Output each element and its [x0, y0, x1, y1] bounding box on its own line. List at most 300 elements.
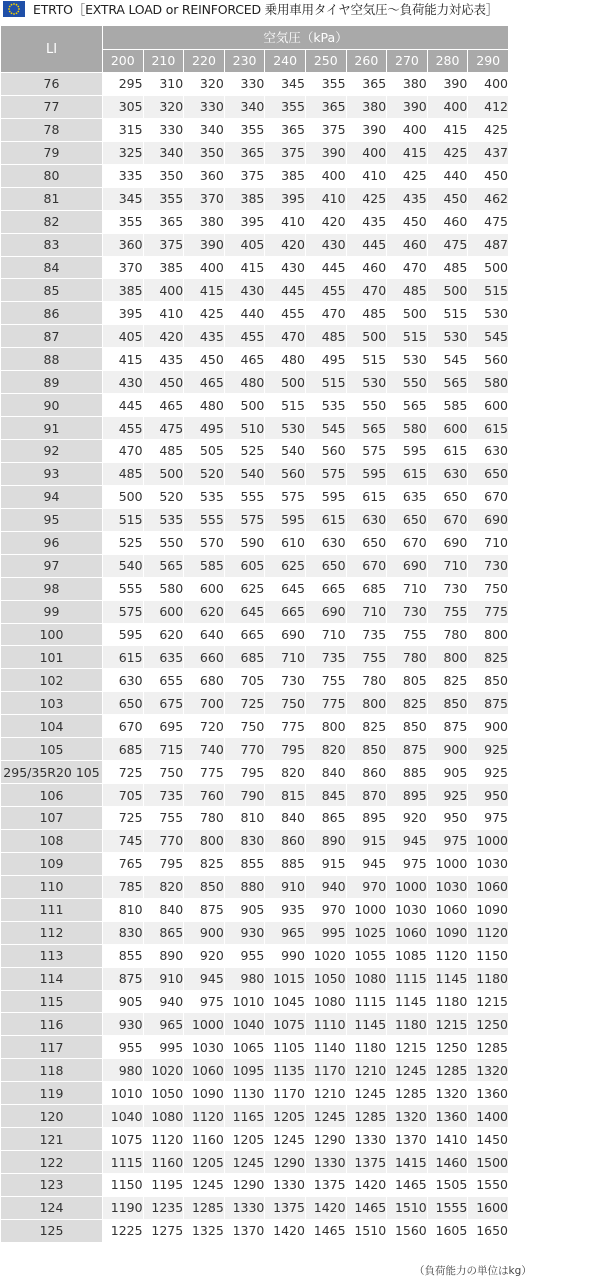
- load-capacity-cell: 450: [184, 348, 225, 371]
- load-capacity-cell: 500: [427, 279, 468, 302]
- load-capacity-cell: 420: [143, 325, 184, 348]
- load-capacity-cell: 545: [468, 325, 509, 348]
- load-capacity-cell: 790: [224, 784, 265, 807]
- load-capacity-cell: 1460: [427, 1151, 468, 1174]
- load-capacity-cell: 1020: [143, 1059, 184, 1082]
- load-capacity-cell: 375: [143, 233, 184, 256]
- load-capacity-cell: 1320: [387, 1105, 428, 1128]
- load-index-cell: 95: [1, 508, 103, 531]
- load-capacity-cell: 545: [305, 417, 346, 440]
- load-capacity-cell: 810: [224, 807, 265, 830]
- load-capacity-cell: 1075: [103, 1128, 144, 1151]
- load-capacity-cell: 485: [305, 325, 346, 348]
- load-index-cell: 109: [1, 852, 103, 875]
- load-capacity-cell: 1120: [427, 944, 468, 967]
- load-capacity-cell: 630: [305, 531, 346, 554]
- load-capacity-cell: 855: [224, 852, 265, 875]
- load-capacity-cell: 500: [468, 256, 509, 279]
- load-capacity-cell: 390: [387, 95, 428, 118]
- load-capacity-cell: 530: [427, 325, 468, 348]
- load-index-cell: 79: [1, 141, 103, 164]
- load-capacity-cell: 1180: [468, 967, 509, 990]
- load-index-cell: 90: [1, 394, 103, 417]
- load-capacity-cell: 460: [387, 233, 428, 256]
- load-capacity-cell: 975: [184, 990, 225, 1013]
- load-capacity-cell: 795: [143, 852, 184, 875]
- load-capacity-cell: 420: [265, 233, 306, 256]
- load-capacity-cell: 615: [387, 462, 428, 485]
- load-capacity-cell: 875: [387, 738, 428, 761]
- load-capacity-cell: 425: [427, 141, 468, 164]
- table-row: [1, 784, 509, 807]
- load-capacity-cell: 900: [468, 715, 509, 738]
- load-capacity-cell: 760: [184, 784, 225, 807]
- load-capacity-cell: 945: [184, 967, 225, 990]
- load-capacity-cell: 740: [184, 738, 225, 761]
- load-capacity-cell: 435: [143, 348, 184, 371]
- load-capacity-cell: 605: [224, 554, 265, 577]
- load-capacity-cell: 635: [143, 646, 184, 669]
- load-capacity-cell: 1245: [387, 1059, 428, 1082]
- load-capacity-cell: 1505: [427, 1174, 468, 1197]
- load-capacity-cell: 1245: [305, 1105, 346, 1128]
- load-capacity-cell: 620: [143, 623, 184, 646]
- table-row: [1, 967, 509, 990]
- load-capacity-cell: 725: [224, 692, 265, 715]
- load-capacity-cell: 1150: [468, 944, 509, 967]
- load-capacity-cell: 370: [103, 256, 144, 279]
- load-capacity-cell: 1205: [224, 1128, 265, 1151]
- load-capacity-cell: 450: [468, 164, 509, 187]
- load-capacity-cell: 955: [103, 1036, 144, 1059]
- load-index-cell: 88: [1, 348, 103, 371]
- load-capacity-cell: 395: [103, 302, 144, 325]
- load-capacity-cell: 755: [143, 807, 184, 830]
- pressure-column-header: 200: [103, 49, 144, 73]
- load-capacity-cell: 365: [143, 210, 184, 233]
- load-capacity-cell: 690: [305, 600, 346, 623]
- load-capacity-cell: 1600: [468, 1196, 509, 1219]
- load-capacity-cell: 415: [427, 118, 468, 141]
- load-capacity-cell: 685: [346, 577, 387, 600]
- load-capacity-cell: 425: [184, 302, 225, 325]
- load-capacity-cell: 320: [143, 95, 184, 118]
- load-capacity-cell: 1510: [346, 1219, 387, 1242]
- load-index-cell: 77: [1, 95, 103, 118]
- load-capacity-cell: 940: [305, 875, 346, 898]
- load-capacity-cell: 1050: [143, 1082, 184, 1105]
- load-capacity-cell: 595: [387, 440, 428, 463]
- load-index-cell: 85: [1, 279, 103, 302]
- load-capacity-cell: 1030: [427, 875, 468, 898]
- load-index-cell: 83: [1, 233, 103, 256]
- load-capacity-cell: 550: [387, 371, 428, 394]
- load-capacity-cell: 450: [143, 371, 184, 394]
- load-capacity-cell: 1060: [184, 1059, 225, 1082]
- load-capacity-cell: 390: [427, 73, 468, 96]
- load-index-cell: 116: [1, 1013, 103, 1036]
- load-capacity-cell: 905: [103, 990, 144, 1013]
- load-capacity-cell: 462: [468, 187, 509, 210]
- load-capacity-cell: 1090: [468, 898, 509, 921]
- load-capacity-cell: 1465: [387, 1174, 428, 1197]
- table-row: [1, 1013, 509, 1036]
- load-capacity-cell: 575: [346, 440, 387, 463]
- table-row: [1, 118, 509, 141]
- load-capacity-cell: 470: [265, 325, 306, 348]
- load-capacity-cell: 675: [143, 692, 184, 715]
- load-index-cell: 84: [1, 256, 103, 279]
- table-row: [1, 623, 509, 646]
- load-capacity-cell: 540: [103, 554, 144, 577]
- load-capacity-cell: 1245: [224, 1151, 265, 1174]
- load-capacity-cell: 1075: [265, 1013, 306, 1036]
- table-row: [1, 233, 509, 256]
- load-capacity-cell: 475: [468, 210, 509, 233]
- load-capacity-cell: 415: [103, 348, 144, 371]
- load-capacity-cell: 410: [143, 302, 184, 325]
- load-capacity-cell: 555: [184, 508, 225, 531]
- table-row: [1, 738, 509, 761]
- load-capacity-cell: 785: [103, 875, 144, 898]
- load-capacity-cell: 1420: [305, 1196, 346, 1219]
- load-capacity-cell: 365: [305, 95, 346, 118]
- load-capacity-cell: 925: [468, 761, 509, 784]
- li-column-header: LI: [1, 26, 103, 73]
- load-capacity-cell: 375: [265, 141, 306, 164]
- load-index-cell: 104: [1, 715, 103, 738]
- load-capacity-cell: 930: [103, 1013, 144, 1036]
- load-capacity-cell: 412: [468, 95, 509, 118]
- load-index-cell: 118: [1, 1059, 103, 1082]
- load-capacity-cell: 945: [387, 829, 428, 852]
- load-capacity-cell: 1145: [427, 967, 468, 990]
- table-row: [1, 829, 509, 852]
- load-capacity-cell: 455: [265, 302, 306, 325]
- load-capacity-cell: 445: [346, 233, 387, 256]
- load-capacity-cell: 500: [143, 462, 184, 485]
- load-index-cell: 97: [1, 554, 103, 577]
- table-row: [1, 187, 509, 210]
- load-capacity-cell: 1225: [103, 1219, 144, 1242]
- load-capacity-cell: 800: [305, 715, 346, 738]
- load-index-cell: 105: [1, 738, 103, 761]
- pressure-column-header: 260: [346, 49, 387, 73]
- load-capacity-cell: 610: [265, 531, 306, 554]
- load-capacity-cell: 440: [224, 302, 265, 325]
- load-capacity-cell: 1150: [103, 1174, 144, 1197]
- load-index-cell: 115: [1, 990, 103, 1013]
- load-capacity-cell: 770: [224, 738, 265, 761]
- load-capacity-cell: 825: [387, 692, 428, 715]
- load-capacity-cell: 470: [346, 279, 387, 302]
- load-capacity-cell: 750: [143, 761, 184, 784]
- load-capacity-cell: 940: [143, 990, 184, 1013]
- load-capacity-cell: 465: [143, 394, 184, 417]
- load-capacity-cell: 650: [427, 485, 468, 508]
- load-capacity-cell: 1250: [427, 1036, 468, 1059]
- load-capacity-cell: 645: [265, 577, 306, 600]
- load-capacity-cell: 1080: [305, 990, 346, 1013]
- load-capacity-cell: 315: [103, 118, 144, 141]
- load-capacity-cell: 485: [427, 256, 468, 279]
- load-capacity-cell: 1115: [103, 1151, 144, 1174]
- load-capacity-cell: 415: [224, 256, 265, 279]
- table-row: [1, 1151, 509, 1174]
- load-capacity-cell: 875: [103, 967, 144, 990]
- load-capacity-cell: 430: [305, 233, 346, 256]
- load-capacity-cell: 1030: [468, 852, 509, 875]
- load-capacity-cell: 1010: [224, 990, 265, 1013]
- load-capacity-cell: 905: [427, 761, 468, 784]
- load-capacity-cell: 850: [387, 715, 428, 738]
- load-capacity-cell: 360: [184, 164, 225, 187]
- load-capacity-cell: 1000: [387, 875, 428, 898]
- table-body: [1, 73, 509, 1243]
- load-capacity-cell: 470: [387, 256, 428, 279]
- load-capacity-cell: 710: [387, 577, 428, 600]
- load-capacity-cell: 365: [265, 118, 306, 141]
- load-capacity-cell: 1095: [224, 1059, 265, 1082]
- load-capacity-cell: 890: [143, 944, 184, 967]
- table-row: [1, 1219, 509, 1242]
- load-capacity-cell: 390: [184, 233, 225, 256]
- load-capacity-cell: 515: [387, 325, 428, 348]
- load-capacity-cell: 465: [224, 348, 265, 371]
- load-capacity-cell: 1120: [143, 1128, 184, 1151]
- load-capacity-cell: 690: [427, 531, 468, 554]
- table-row: [1, 279, 509, 302]
- load-capacity-cell: 395: [224, 210, 265, 233]
- load-capacity-cell: 335: [103, 164, 144, 187]
- load-capacity-cell: 385: [224, 187, 265, 210]
- load-capacity-cell: 1090: [427, 921, 468, 944]
- table-row: [1, 1036, 509, 1059]
- table-row: [1, 1196, 509, 1219]
- load-capacity-cell: 920: [387, 807, 428, 830]
- load-capacity-cell: 515: [305, 371, 346, 394]
- load-index-cell: 98: [1, 577, 103, 600]
- load-capacity-cell: 1000: [346, 898, 387, 921]
- load-capacity-cell: 565: [346, 417, 387, 440]
- load-capacity-cell: 1000: [468, 829, 509, 852]
- load-capacity-cell: 755: [346, 646, 387, 669]
- load-capacity-cell: 1330: [346, 1128, 387, 1151]
- load-capacity-cell: 850: [427, 692, 468, 715]
- load-capacity-cell: 845: [305, 784, 346, 807]
- load-capacity-cell: 680: [184, 669, 225, 692]
- load-capacity-cell: 415: [184, 279, 225, 302]
- load-capacity-cell: 1080: [346, 967, 387, 990]
- load-capacity-cell: 630: [427, 462, 468, 485]
- load-capacity-cell: 410: [346, 164, 387, 187]
- load-capacity-cell: 730: [265, 669, 306, 692]
- load-capacity-cell: 975: [468, 807, 509, 830]
- load-capacity-cell: 425: [468, 118, 509, 141]
- load-capacity-cell: 345: [103, 187, 144, 210]
- load-capacity-cell: 470: [305, 302, 346, 325]
- load-capacity-cell: 410: [265, 210, 306, 233]
- load-capacity-cell: 805: [387, 669, 428, 692]
- unit-footnote: （負荷能力の単位はkg）: [414, 1265, 532, 1277]
- load-capacity-cell: 875: [184, 898, 225, 921]
- load-capacity-cell: 565: [143, 554, 184, 577]
- load-capacity-cell: 635: [387, 485, 428, 508]
- load-capacity-cell: 580: [143, 577, 184, 600]
- load-capacity-cell: 1040: [224, 1013, 265, 1036]
- table-row: [1, 325, 509, 348]
- load-index-cell: 89: [1, 371, 103, 394]
- load-capacity-cell: 650: [468, 462, 509, 485]
- load-capacity-cell: 1330: [265, 1174, 306, 1197]
- table-row: [1, 875, 509, 898]
- load-capacity-cell: 487: [468, 233, 509, 256]
- load-capacity-cell: 815: [265, 784, 306, 807]
- pressure-column-header: 240: [265, 49, 306, 73]
- load-capacity-cell: 370: [184, 187, 225, 210]
- load-capacity-cell: 850: [346, 738, 387, 761]
- load-capacity-cell: 480: [224, 371, 265, 394]
- load-capacity-cell: 875: [468, 692, 509, 715]
- load-capacity-cell: 420: [305, 210, 346, 233]
- load-capacity-cell: 770: [143, 829, 184, 852]
- load-capacity-cell: 400: [143, 279, 184, 302]
- load-capacity-cell: 395: [265, 187, 306, 210]
- load-capacity-cell: 355: [265, 95, 306, 118]
- load-capacity-cell: 565: [387, 394, 428, 417]
- load-capacity-cell: 550: [143, 531, 184, 554]
- load-capacity-cell: 1205: [184, 1151, 225, 1174]
- load-capacity-cell: 460: [427, 210, 468, 233]
- load-capacity-cell: 1160: [143, 1151, 184, 1174]
- load-capacity-cell: 1285: [184, 1196, 225, 1219]
- load-capacity-cell: 685: [103, 738, 144, 761]
- load-capacity-cell: 1080: [143, 1105, 184, 1128]
- load-capacity-cell: 520: [143, 485, 184, 508]
- load-capacity-cell: 1000: [184, 1013, 225, 1036]
- load-capacity-cell: 925: [468, 738, 509, 761]
- load-capacity-cell: 1275: [143, 1219, 184, 1242]
- load-capacity-cell: 575: [305, 462, 346, 485]
- load-capacity-cell: 825: [427, 669, 468, 692]
- table-row: [1, 164, 509, 187]
- load-capacity-cell: 900: [184, 921, 225, 944]
- load-capacity-cell: 1145: [387, 990, 428, 1013]
- load-capacity-cell: 450: [427, 187, 468, 210]
- load-capacity-cell: 670: [468, 485, 509, 508]
- load-capacity-cell: 1360: [468, 1082, 509, 1105]
- load-capacity-cell: 670: [387, 531, 428, 554]
- load-capacity-cell: 730: [387, 600, 428, 623]
- load-capacity-cell: 450: [387, 210, 428, 233]
- load-capacity-cell: 840: [143, 898, 184, 921]
- load-index-cell: 110: [1, 875, 103, 898]
- load-capacity-cell: 1060: [387, 921, 428, 944]
- load-capacity-cell: 1285: [387, 1082, 428, 1105]
- load-capacity-cell: 1410: [427, 1128, 468, 1151]
- load-capacity-cell: 825: [346, 715, 387, 738]
- load-capacity-cell: 915: [305, 852, 346, 875]
- load-capacity-cell: 765: [103, 852, 144, 875]
- load-capacity-cell: 735: [143, 784, 184, 807]
- load-capacity-cell: 980: [224, 967, 265, 990]
- load-capacity-cell: 950: [468, 784, 509, 807]
- table-row: [1, 485, 509, 508]
- load-capacity-cell: 880: [224, 875, 265, 898]
- load-capacity-cell: 310: [143, 73, 184, 96]
- load-capacity-cell: 430: [265, 256, 306, 279]
- load-capacity-cell: 600: [468, 394, 509, 417]
- load-index-cell: 121: [1, 1128, 103, 1151]
- load-capacity-cell: 1560: [387, 1219, 428, 1242]
- load-capacity-cell: 525: [103, 531, 144, 554]
- load-capacity-cell: 470: [103, 440, 144, 463]
- load-capacity-cell: 830: [224, 829, 265, 852]
- load-capacity-cell: 485: [103, 462, 144, 485]
- table-row: [1, 440, 509, 463]
- eu-flag-icon: [3, 1, 25, 17]
- load-index-cell: 87: [1, 325, 103, 348]
- load-capacity-cell: 495: [184, 417, 225, 440]
- load-capacity-cell: 910: [265, 875, 306, 898]
- load-capacity-cell: 1215: [387, 1036, 428, 1059]
- load-capacity-cell: 1165: [224, 1105, 265, 1128]
- load-capacity-cell: 1215: [468, 990, 509, 1013]
- load-capacity-cell: 1010: [103, 1082, 144, 1105]
- load-index-cell: 117: [1, 1036, 103, 1059]
- load-capacity-cell: 585: [184, 554, 225, 577]
- load-capacity-cell: 437: [468, 141, 509, 164]
- load-capacity-cell: 780: [346, 669, 387, 692]
- load-capacity-cell: 860: [265, 829, 306, 852]
- load-capacity-cell: 380: [346, 95, 387, 118]
- load-capacity-cell: 685: [224, 646, 265, 669]
- load-capacity-cell: 555: [224, 485, 265, 508]
- load-capacity-cell: 755: [305, 669, 346, 692]
- load-capacity-cell: 1170: [265, 1082, 306, 1105]
- load-capacity-cell: 400: [468, 73, 509, 96]
- load-capacity-cell: 1090: [184, 1082, 225, 1105]
- load-capacity-cell: 445: [305, 256, 346, 279]
- load-capacity-cell: 555: [103, 577, 144, 600]
- load-capacity-cell: 730: [427, 577, 468, 600]
- load-capacity-cell: 350: [143, 164, 184, 187]
- table-row: [1, 508, 509, 531]
- load-capacity-cell: 475: [427, 233, 468, 256]
- load-capacity-cell: 1420: [265, 1219, 306, 1242]
- load-index-cell: 111: [1, 898, 103, 921]
- page-title: ETRTO［EXTRA LOAD or REINFORCED 乗用車用タイヤ空気圧～負荷能力対応表］: [33, 2, 499, 17]
- load-capacity-cell: 955: [224, 944, 265, 967]
- load-capacity-cell: 665: [305, 577, 346, 600]
- load-capacity-cell: 595: [103, 623, 144, 646]
- load-capacity-cell: 690: [468, 508, 509, 531]
- load-index-cell: 295/35R20 105: [1, 761, 103, 784]
- load-capacity-cell: 580: [387, 417, 428, 440]
- load-capacity-cell: 925: [427, 784, 468, 807]
- load-capacity-cell: 655: [143, 669, 184, 692]
- load-capacity-cell: 1290: [224, 1174, 265, 1197]
- load-capacity-cell: 625: [265, 554, 306, 577]
- load-capacity-cell: 455: [305, 279, 346, 302]
- table-row: [1, 1059, 509, 1082]
- load-capacity-cell: 485: [143, 440, 184, 463]
- load-capacity-cell: 670: [346, 554, 387, 577]
- load-capacity-cell: 375: [224, 164, 265, 187]
- load-capacity-cell: 1500: [468, 1151, 509, 1174]
- load-capacity-cell: 775: [184, 761, 225, 784]
- load-capacity-cell: 830: [103, 921, 144, 944]
